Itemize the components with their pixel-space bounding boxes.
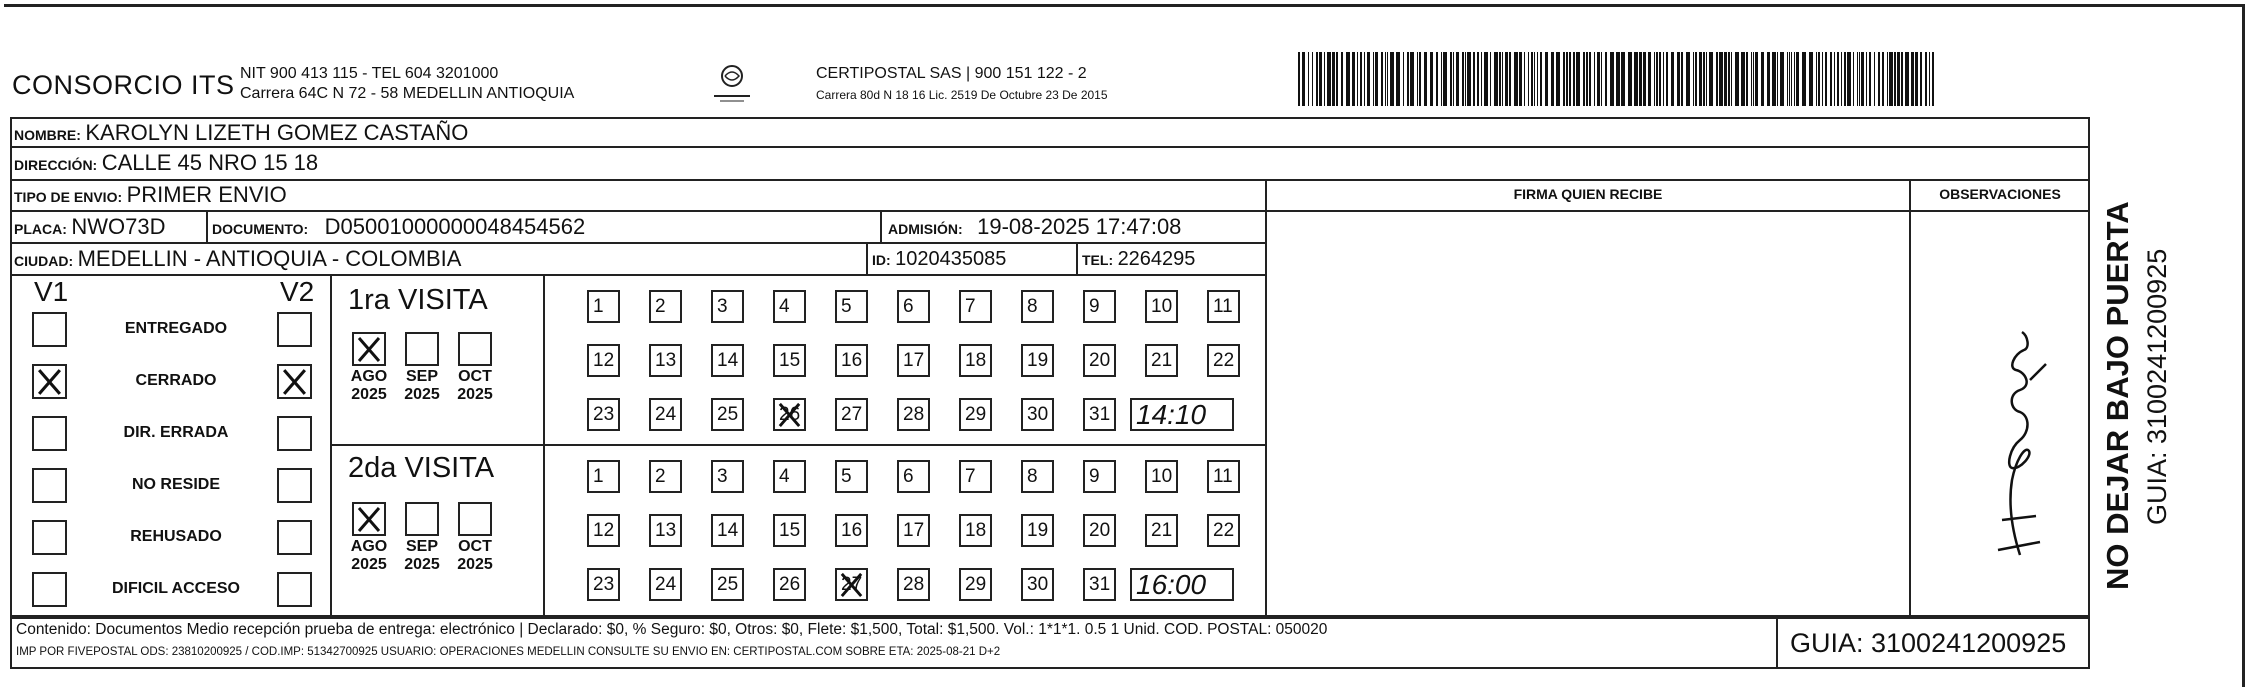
certipostal-line2: Carrera 80d N 18 16 Lic. 2519 De Octubre 23 De 2015 <box>816 88 1108 102</box>
v2-checkbox[interactable] <box>277 572 312 607</box>
month-checkbox[interactable] <box>405 332 439 366</box>
day-box[interactable]: 29 <box>959 398 992 431</box>
month-name: SEP <box>405 538 438 555</box>
day-box[interactable]: 27 <box>835 568 868 601</box>
day-box[interactable]: 14 <box>711 344 744 377</box>
day-box[interactable]: 31 <box>1083 398 1116 431</box>
signature <box>1950 320 2050 570</box>
day-box[interactable]: 23 <box>587 568 620 601</box>
day-box[interactable]: 10 <box>1145 290 1178 323</box>
day-box[interactable]: 30 <box>1021 398 1054 431</box>
day-box[interactable]: 20 <box>1083 514 1116 547</box>
company-address: Carrera 64C N 72 - 58 MEDELLIN ANTIOQUIA <box>240 85 575 102</box>
month-checkbox[interactable] <box>458 502 492 536</box>
certipostal-logo-icon <box>710 60 754 106</box>
month-name: OCT <box>458 538 492 555</box>
day-box[interactable]: 12 <box>587 344 620 377</box>
day-box[interactable]: 7 <box>959 290 992 323</box>
day-box[interactable]: 24 <box>649 398 682 431</box>
id-label: ID: <box>872 252 891 268</box>
side-guia: GUIA: 3100241200925 <box>2142 248 2172 525</box>
status-label: DIR. ERRADA <box>123 424 229 441</box>
day-box[interactable]: 26 <box>773 398 806 431</box>
tel-value: 2264295 <box>1117 248 1196 270</box>
observaciones-header: OBSERVACIONES <box>1939 186 2061 202</box>
day-box[interactable]: 11 <box>1207 460 1240 493</box>
v1-checkbox[interactable] <box>32 312 67 347</box>
v1-header: V1 <box>34 276 69 307</box>
day-box[interactable]: 28 <box>897 398 930 431</box>
direccion-value: CALLE 45 NRO 15 18 <box>101 150 319 175</box>
tel-label: TEL: <box>1082 252 1114 268</box>
month-year: 2025 <box>457 386 493 403</box>
nombre-field <box>14 120 468 146</box>
nombre-label: NOMBRE: <box>14 127 81 143</box>
documento-label: DOCUMENTO: <box>212 221 309 237</box>
no-dejar-bajo-puerta: NO DEJAR BAJO PUERTA <box>2100 201 2135 590</box>
v1-checkbox[interactable] <box>32 520 67 555</box>
day-box[interactable]: 23 <box>587 398 620 431</box>
month-name: OCT <box>458 368 492 385</box>
barcode <box>1298 52 1934 106</box>
day-box[interactable]: 20 <box>1083 344 1116 377</box>
day-box[interactable]: 19 <box>1021 344 1054 377</box>
day-box[interactable]: 4 <box>773 290 806 323</box>
visit1-title: 1ra VISITA <box>348 284 488 316</box>
id-field <box>872 248 1006 271</box>
id-value: 1020435085 <box>895 248 1007 270</box>
footer-line1: Contenido: Documentos Medio recepción prueba de entrega: electrónico | Declarado: $0, % Seguro: $0, Otros: $0, Flete: $1,500, Total: $1,500. Vol.: 1*1*1. 0.5 1 Unid. COD. POSTAL: 050020 <box>16 621 1328 638</box>
day-box[interactable]: 28 <box>897 568 930 601</box>
certipostal-line1: CERTIPOSTAL SAS | 900 151 122 - 2 <box>816 65 1087 82</box>
nit-line: NIT 900 413 115 - TEL 604 3201000 <box>240 65 499 82</box>
day-box[interactable]: 8 <box>1021 460 1054 493</box>
placa-label: PLACA: <box>14 221 67 237</box>
v1-checkbox[interactable] <box>32 572 67 607</box>
day-box[interactable]: 17 <box>897 344 930 377</box>
ciudad-field <box>14 246 461 272</box>
day-box[interactable]: 16 <box>835 344 868 377</box>
visit-time[interactable]: 14:10 <box>1130 398 1234 431</box>
month-year: 2025 <box>351 556 387 573</box>
v2-checkbox[interactable] <box>277 468 312 503</box>
ciudad-label: CIUDAD: <box>14 253 74 269</box>
month-label <box>397 538 447 574</box>
nombre-value: KAROLYN LIZETH GOMEZ CASTAÑO <box>85 120 469 145</box>
month-label <box>344 368 394 404</box>
month-label <box>450 538 500 574</box>
day-box[interactable]: 5 <box>835 460 868 493</box>
month-year: 2025 <box>457 556 493 573</box>
day-box[interactable]: 18 <box>959 514 992 547</box>
status-label: CERRADO <box>135 372 217 389</box>
admision-field <box>888 214 1181 240</box>
day-box[interactable]: 3 <box>711 290 744 323</box>
placa-field <box>14 214 165 240</box>
tipo-envio-value: PRIMER ENVIO <box>126 182 287 207</box>
documento-field <box>212 214 585 240</box>
day-box[interactable]: 9 <box>1083 460 1116 493</box>
firma-header: FIRMA QUIEN RECIBE <box>1513 186 1663 202</box>
placa-value: NWO73D <box>71 214 166 239</box>
day-box[interactable]: 22 <box>1207 344 1240 377</box>
day-box[interactable]: 6 <box>897 460 930 493</box>
v2-header: V2 <box>280 276 315 307</box>
tel-field <box>1082 248 1195 271</box>
month-name: SEP <box>405 368 438 385</box>
v1-checkbox[interactable] <box>32 416 67 451</box>
status-label: ENTREGADO <box>124 320 228 337</box>
day-box[interactable]: 29 <box>959 568 992 601</box>
v2-checkbox[interactable] <box>277 520 312 555</box>
day-box[interactable]: 31 <box>1083 568 1116 601</box>
month-year: 2025 <box>404 386 440 403</box>
admision-label: ADMISIÓN: <box>888 221 963 237</box>
day-box[interactable]: 16 <box>835 514 868 547</box>
day-box[interactable]: 25 <box>711 568 744 601</box>
tipo-envio-label: TIPO DE ENVIO: <box>14 189 123 205</box>
visit2-title: 2da VISITA <box>348 452 495 484</box>
day-box[interactable]: 1 <box>587 290 620 323</box>
day-box[interactable]: 2 <box>649 290 682 323</box>
v2-checkbox[interactable] <box>277 364 312 399</box>
month-name: AGO <box>350 538 388 555</box>
month-label <box>397 368 447 404</box>
day-box[interactable]: 13 <box>649 514 682 547</box>
day-box[interactable]: 26 <box>773 568 806 601</box>
day-box[interactable]: 7 <box>959 460 992 493</box>
month-checkbox[interactable] <box>352 502 386 536</box>
month-checkbox[interactable] <box>352 332 386 366</box>
month-checkbox[interactable] <box>405 502 439 536</box>
direccion-field <box>14 150 318 176</box>
v1-checkbox[interactable] <box>32 364 67 399</box>
direccion-label: DIRECCIÓN: <box>14 157 98 173</box>
month-label <box>344 538 394 574</box>
day-box[interactable]: 30 <box>1021 568 1054 601</box>
visit-time[interactable]: 16:00 <box>1130 568 1234 601</box>
day-box[interactable]: 21 <box>1145 344 1178 377</box>
v2-checkbox[interactable] <box>277 416 312 451</box>
month-label <box>450 368 500 404</box>
day-box[interactable]: 27 <box>835 398 868 431</box>
day-box[interactable]: 25 <box>711 398 744 431</box>
day-box[interactable]: 8 <box>1021 290 1054 323</box>
day-box[interactable]: 3 <box>711 460 744 493</box>
day-box[interactable]: 15 <box>773 514 806 547</box>
month-year: 2025 <box>351 386 387 403</box>
documento-value: D05001000000048454562 <box>324 214 586 239</box>
status-label: NO RESIDE <box>131 476 220 493</box>
day-box[interactable]: 6 <box>897 290 930 323</box>
day-box[interactable]: 9 <box>1083 290 1116 323</box>
footer-line2: IMP POR FIVEPOSTAL ODS: 23810200925 / COD.IMP: 51342700925 USUARIO: OPERACIONES MEDELLIN CONSULTE SU ENVIO EN: CERTIPOSTAL.COM SOBRE ETA: 2025-08-21 D+2 <box>16 646 1001 658</box>
day-box[interactable]: 4 <box>773 460 806 493</box>
day-box[interactable]: 1 <box>587 460 620 493</box>
day-box[interactable]: 12 <box>587 514 620 547</box>
day-box[interactable]: 19 <box>1021 514 1054 547</box>
day-box[interactable]: 22 <box>1207 514 1240 547</box>
day-box[interactable]: 15 <box>773 344 806 377</box>
admision-value: 19-08-2025 17:47:08 <box>977 214 1182 239</box>
footer-guia: GUIA: 3100241200925 <box>1790 628 2067 658</box>
day-box[interactable]: 21 <box>1145 514 1178 547</box>
month-name: AGO <box>350 368 388 385</box>
day-box[interactable]: 11 <box>1207 290 1240 323</box>
v2-checkbox[interactable] <box>277 312 312 347</box>
day-box[interactable]: 14 <box>711 514 744 547</box>
day-box[interactable]: 17 <box>897 514 930 547</box>
day-box[interactable]: 10 <box>1145 460 1178 493</box>
day-box[interactable]: 2 <box>649 460 682 493</box>
month-year: 2025 <box>404 556 440 573</box>
day-box[interactable]: 24 <box>649 568 682 601</box>
company-name: CONSORCIO ITS <box>12 70 235 100</box>
day-box[interactable]: 13 <box>649 344 682 377</box>
status-label: DIFICIL ACCESO <box>111 580 240 597</box>
day-box[interactable]: 5 <box>835 290 868 323</box>
month-checkbox[interactable] <box>458 332 492 366</box>
tipo-envio-field <box>14 182 287 208</box>
status-label: REHUSADO <box>130 528 222 545</box>
day-box[interactable]: 18 <box>959 344 992 377</box>
ciudad-value: MEDELLIN - ANTIOQUIA - COLOMBIA <box>77 246 462 271</box>
v1-checkbox[interactable] <box>32 468 67 503</box>
